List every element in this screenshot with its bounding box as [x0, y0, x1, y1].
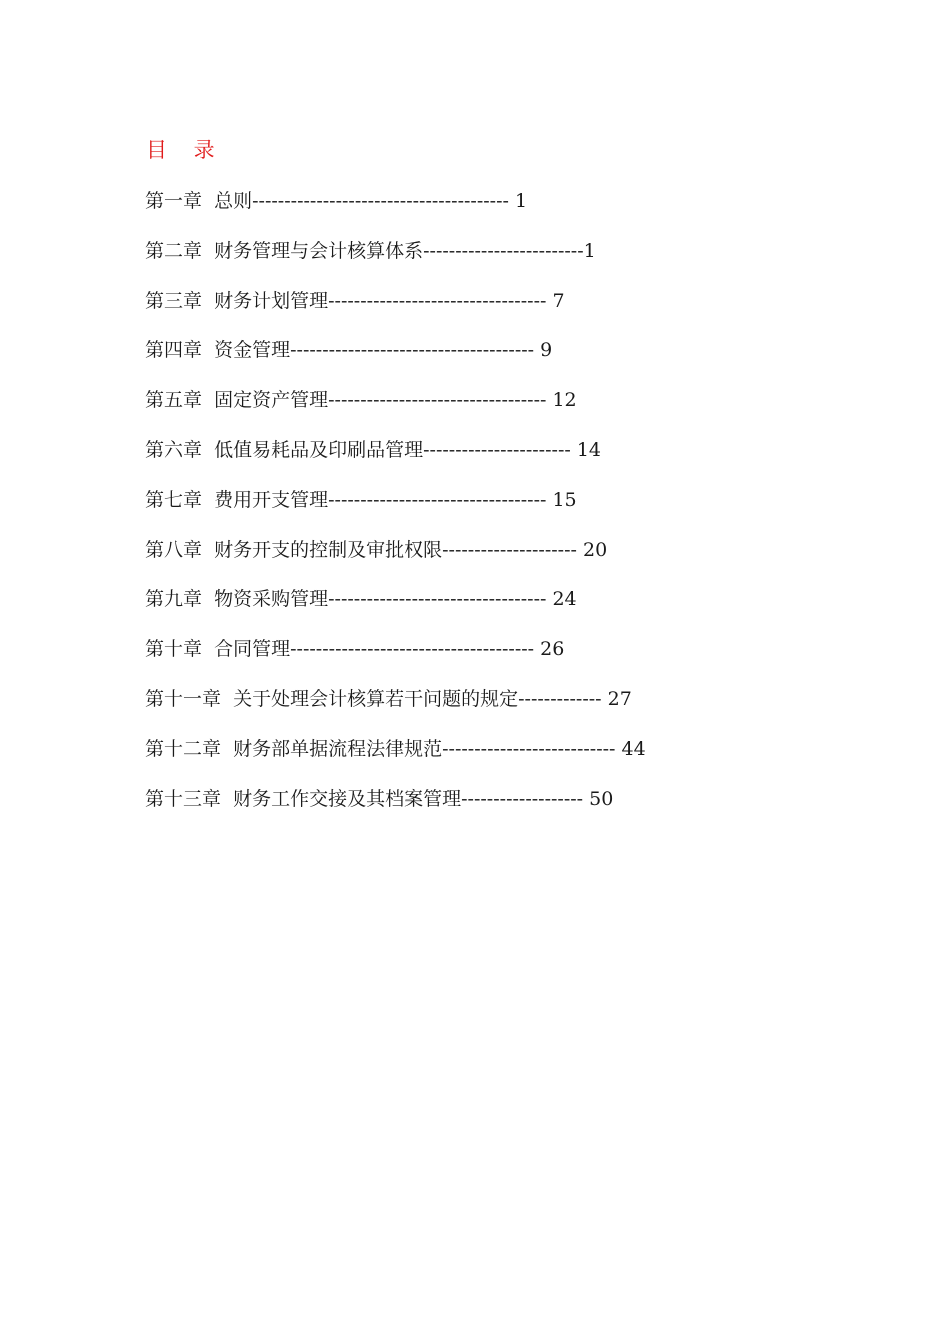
toc-leader-dashes: ---------------------------------- — [328, 588, 547, 611]
toc-chapter-label: 第十一章 — [145, 687, 222, 710]
toc-entry-line — [145, 333, 552, 367]
toc-chapter-label: 第四章 — [145, 339, 203, 362]
toc-leader-dashes: ---------------------------------------- — [252, 190, 509, 212]
toc-entry-title: 财务工作交接及其档案管理 — [233, 787, 462, 810]
toc-leader-dashes: ---------------------------------- — [328, 289, 547, 312]
toc-leader-dashes: ----------------------- — [423, 438, 571, 461]
toc-entry[interactable] — [145, 433, 646, 483]
toc-leader-dashes: -------------------------------------- — [290, 638, 535, 661]
toc-page-number: 1 — [583, 239, 596, 262]
toc-page-number: 7 — [546, 289, 565, 312]
toc-entry[interactable] — [145, 383, 646, 433]
toc-entry-title: 关于处理会计核算若干问题的规定 — [233, 687, 519, 710]
toc-entry-title: 低值易耗品及印刷品管理 — [214, 438, 424, 461]
toc-entry[interactable] — [145, 483, 646, 533]
toc-entry-line — [145, 383, 577, 417]
toc-entry[interactable] — [145, 582, 646, 632]
toc-entry-line — [145, 632, 564, 666]
toc-entry[interactable] — [145, 333, 646, 383]
toc-page-number: 14 — [570, 438, 602, 461]
toc-entry-title: 财务计划管理 — [214, 289, 329, 312]
toc-entry-line — [145, 682, 632, 716]
toc-page-number: 24 — [546, 588, 577, 611]
toc-leader-dashes: ------------------- — [461, 787, 584, 810]
toc-entry[interactable] — [145, 184, 646, 234]
toc-entry-title: 总则 — [214, 190, 253, 212]
toc-entry-title: 费用开支管理 — [214, 488, 329, 511]
toc-chapter-label: 第五章 — [145, 389, 203, 412]
toc-entry-title: 财务开支的控制及审批权限 — [214, 538, 443, 561]
toc-leader-dashes: ---------------------------------- — [328, 389, 547, 412]
toc-chapter-label: 第二章 — [145, 239, 203, 262]
toc-page-number: 50 — [583, 787, 614, 810]
toc-entry-title: 财务管理与会计核算体系 — [214, 239, 424, 262]
toc-entry[interactable] — [145, 732, 646, 782]
toc-leader-dashes: --------------------------- — [442, 737, 616, 760]
toc-page-number: 26 — [534, 638, 565, 661]
toc-chapter-label: 第十二章 — [145, 737, 222, 760]
toc-entry-line — [145, 184, 527, 218]
toc-page-number: 44 — [615, 737, 646, 760]
toc-list — [145, 184, 646, 831]
toc-entry[interactable] — [145, 782, 646, 832]
toc-page-number: 27 — [601, 687, 632, 710]
toc-entry[interactable] — [145, 234, 646, 284]
toc-entry[interactable] — [145, 682, 646, 732]
toc-leader-dashes: ------------- — [518, 687, 602, 710]
toc-chapter-label: 第一章 — [145, 190, 203, 212]
toc-entry-title: 固定资产管理 — [214, 389, 329, 412]
toc-entry-line — [145, 582, 577, 616]
toc-entry-line — [145, 284, 565, 318]
toc-entry[interactable] — [145, 284, 646, 334]
toc-entry-title: 资金管理 — [214, 339, 291, 362]
toc-entry-line — [145, 732, 646, 766]
toc-title: 目 录 — [146, 138, 225, 162]
toc-chapter-label: 第三章 — [145, 289, 203, 312]
toc-entry-line — [145, 234, 596, 268]
toc-entry-line — [145, 782, 613, 816]
toc-chapter-label: 第九章 — [145, 588, 203, 611]
toc-page-number: 9 — [534, 339, 553, 362]
toc-chapter-label: 第六章 — [145, 438, 203, 461]
toc-leader-dashes: --------------------- — [442, 538, 577, 561]
toc-page-number: 12 — [546, 389, 577, 412]
toc-page-number: 1 — [508, 190, 528, 212]
toc-entry-title: 合同管理 — [214, 638, 291, 661]
toc-page-number: 15 — [546, 488, 577, 511]
toc-entry-line — [145, 533, 607, 567]
toc-chapter-label: 第七章 — [145, 488, 203, 511]
toc-chapter-label: 第十三章 — [145, 787, 222, 810]
toc-entry[interactable] — [145, 533, 646, 583]
toc-entry-line — [145, 483, 577, 517]
toc-leader-dashes: ---------------------------------- — [328, 488, 547, 511]
toc-entry-line — [145, 433, 601, 467]
toc-page-number: 20 — [576, 538, 608, 561]
toc-chapter-label: 第十章 — [145, 638, 203, 661]
toc-entry-title: 物资采购管理 — [214, 588, 329, 611]
toc-chapter-label: 第八章 — [145, 538, 203, 561]
toc-entry-title: 财务部单据流程法律规范 — [233, 737, 443, 760]
toc-leader-dashes: ------------------------- — [423, 239, 584, 262]
toc-leader-dashes: -------------------------------------- — [290, 339, 535, 362]
toc-entry[interactable] — [145, 632, 646, 682]
